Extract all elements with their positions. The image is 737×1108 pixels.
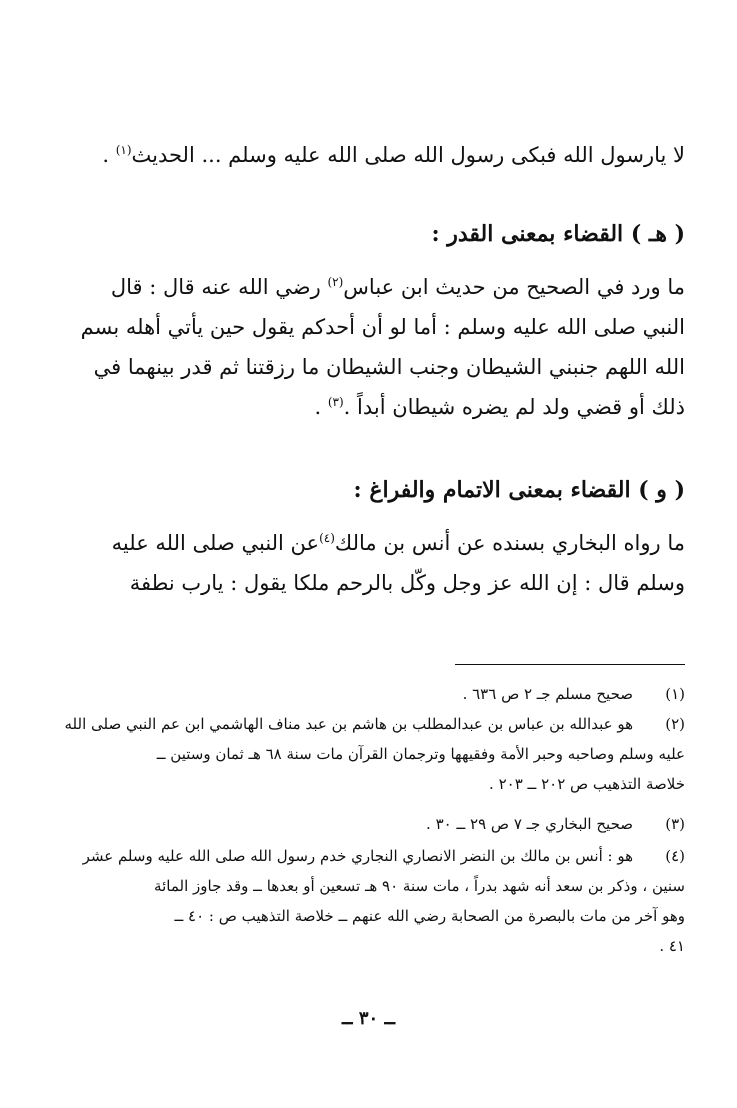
section-w-line-1: ما رواه البخاري بسنده عن أنس بن مالك$^{(٤)}$عن النبي صلى الله عليه [111,531,685,555]
footnote-2-number: (٢) [665,715,685,733]
footnote-2 [45,710,685,738]
footnote-4-line-1: هو : أنس بن مالك بن النضر الانصاري النجاري خدم رسول الله صلى الله عليه وسلم عشر [82,847,633,865]
footnote-1-number: (١) [665,685,685,703]
footnote-ref-1: (١) [115,143,132,157]
section-heading-h: ( هـ ) القضاء بمعنى القدر : [431,221,685,247]
footnote-1 [45,680,685,708]
footnote-ref-3: (٣) [327,395,344,409]
footnote-4 [45,842,685,870]
footnote-4-line-2: سنين ، وذكر بن سعد أنه شهد بدراً ، مات سنة ٩٠ هـ تسعين أو بعدها ــ وقد جاوز المائة [154,877,685,895]
footnote-3 [45,810,685,838]
section-w-line-2: وسلم قال : إن الله عز وجل وكّل بالرحم ملكا يقول : يارب نطفة [129,571,685,595]
section-h-line-3: الله اللهم جنبني الشيطان وجنب الشيطان ما رزقتنا ثم قدر بينهما في [93,355,685,379]
footnote-separator [455,664,685,665]
footnote-3-line-1: صحيح البخاري جـ ٧ ص ٢٩ ــ ٣٠ . [426,815,633,833]
page-number: ــ ٣٠ ــ [342,1008,395,1029]
section-h-line-4: ذلك أو قضي ولد لم يضره شيطان أبداً .$^{(٣)}$ . [314,395,685,419]
footnote-ref-2: (٢) [327,275,344,289]
footnote-3-number: (٣) [665,815,685,833]
footnote-1-line-1: صحيح مسلم جـ ٢ ص ٦٣٦ . [462,685,633,703]
footnote-4-line-4: ٤١ . [659,937,685,955]
footnote-2-line-2: عليه وسلم وصاحبه وحبر الأمة وفقيهها وترجمان القرآن مات سنة ٦٨ هـ ثمان وستين ــ [156,745,685,763]
footnote-4-number: (٤) [665,847,685,865]
body-line-1: لا يارسول الله فبكى رسول الله صلى الله عليه وسلم ... الحديث$^{(١)}$ . [102,143,685,167]
footnote-2-line-3: خلاصة التذهيب ص ٢٠٢ ــ ٢٠٣ . [489,775,685,793]
footnote-4-line-3: وهو آخر من مات بالبصرة من الصحابة رضي الله عنهم ــ خلاصة التذهيب ص : ٤٠ ــ [174,907,685,925]
section-h-line-2: النبي صلى الله عليه وسلم : أما لو أن أحدكم يقول حين يأتي أهله بسم [80,315,685,339]
footnote-2-line-1: هو عبدالله بن عباس بن عبدالمطلب بن هاشم بن عبد مناف الهاشمي ابن عم النبي صلى الله [64,715,633,733]
footnote-ref-4: (٤) [319,531,335,545]
section-heading-w: ( و ) القضاء بمعنى الاتمام والفراغ : [353,477,685,503]
section-h-line-1: ما ورد في الصحيح من حديث ابن عباس$^{(٢)}$ رضي الله عنه قال : قال [110,275,685,299]
